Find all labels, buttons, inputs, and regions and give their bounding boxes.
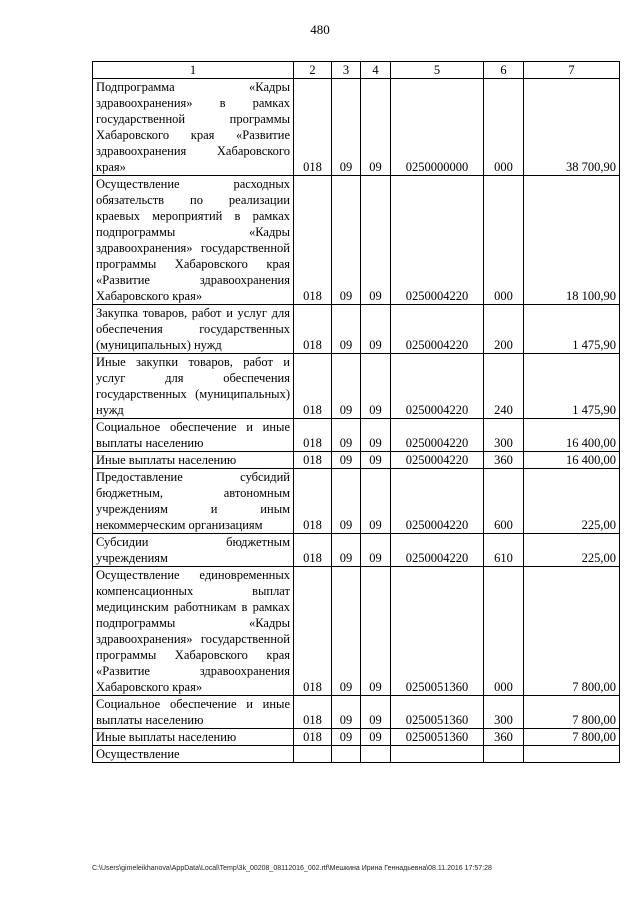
item-name-cell: Иные закупки товаров, работ и услуг для обеспечения государственных (муниципальных) нужд	[93, 354, 294, 419]
target-article-cell: 0250000000	[391, 79, 484, 176]
section-cell: 09	[332, 567, 361, 696]
page-number: 480	[310, 22, 330, 37]
item-name-cell: Иные выплаты населению	[93, 452, 294, 469]
section-cell: 09	[332, 469, 361, 534]
ministry-code-cell	[294, 746, 332, 763]
ministry-code-cell: 018	[294, 79, 332, 176]
table-row	[93, 452, 620, 469]
subsection-cell: 09	[361, 469, 391, 534]
subsection-cell: 09	[361, 567, 391, 696]
ministry-code-cell: 018	[294, 729, 332, 746]
expense-type-cell: 200	[484, 305, 524, 354]
subsection-cell	[361, 746, 391, 763]
amount-cell	[524, 746, 620, 763]
section-cell: 09	[332, 696, 361, 729]
target-article-cell: 0250051360	[391, 729, 484, 746]
ministry-code-cell: 018	[294, 696, 332, 729]
section-cell: 09	[332, 176, 361, 305]
section-cell: 09	[332, 305, 361, 354]
target-article-cell: 0250004220	[391, 452, 484, 469]
section-cell: 09	[332, 79, 361, 176]
item-name-cell: Социальное обеспечение и иные выплаты населению	[93, 419, 294, 452]
item-name-cell: Социальное обеспечение и иные выплаты населению	[93, 696, 294, 729]
table-row	[93, 696, 620, 729]
target-article-cell: 0250004220	[391, 354, 484, 419]
subsection-cell: 09	[361, 452, 391, 469]
subsection-cell: 09	[361, 176, 391, 305]
ministry-code-cell: 018	[294, 354, 332, 419]
amount-cell: 16 400,00	[524, 419, 620, 452]
table-row	[93, 419, 620, 452]
item-name-cell: Осуществление расходных обязательств по реализации краевых мероприятий в рамках подпрограммы «Кадры здравоохранения» государственной программы Хабаровского края «Развитие здравоохранения Хабаровского края»	[93, 176, 294, 305]
table-row	[93, 305, 620, 354]
expense-type-cell: 300	[484, 419, 524, 452]
amount-cell: 7 800,00	[524, 696, 620, 729]
expense-type-cell: 360	[484, 729, 524, 746]
table-row	[93, 534, 620, 567]
target-article-cell: 0250004220	[391, 469, 484, 534]
column-header: 6	[484, 62, 524, 79]
amount-cell: 16 400,00	[524, 452, 620, 469]
subsection-cell: 09	[361, 79, 391, 176]
expense-type-cell: 300	[484, 696, 524, 729]
ministry-code-cell: 018	[294, 419, 332, 452]
target-article-cell: 0250051360	[391, 567, 484, 696]
ministry-code-cell: 018	[294, 534, 332, 567]
section-cell: 09	[332, 452, 361, 469]
amount-cell: 1 475,90	[524, 305, 620, 354]
target-article-cell: 0250004220	[391, 305, 484, 354]
amount-cell: 225,00	[524, 534, 620, 567]
item-name-cell: Предоставление субсидий бюджетным, автономным учреждениям и иным некоммерческим организациям	[93, 469, 294, 534]
ministry-code-cell: 018	[294, 469, 332, 534]
section-cell	[332, 746, 361, 763]
section-cell: 09	[332, 354, 361, 419]
table-row	[93, 176, 620, 305]
ministry-code-cell: 018	[294, 305, 332, 354]
table-row	[93, 469, 620, 534]
expense-type-cell: 000	[484, 567, 524, 696]
ministry-code-cell: 018	[294, 176, 332, 305]
target-article-cell: 0250004220	[391, 176, 484, 305]
target-article-cell: 0250004220	[391, 534, 484, 567]
expense-type-cell	[484, 746, 524, 763]
section-cell: 09	[332, 419, 361, 452]
ministry-code-cell: 018	[294, 567, 332, 696]
amount-cell: 1 475,90	[524, 354, 620, 419]
table-row	[93, 729, 620, 746]
item-name-cell: Осуществление единовременных компенсационных выплат медицинским работникам в рамках подпрограммы «Кадры здравоохранения» государственной программы Хабаровского края «Развитие здравоохранения Хабаровского края»	[93, 567, 294, 696]
subsection-cell: 09	[361, 729, 391, 746]
table-row	[93, 746, 620, 763]
item-name-cell: Осуществление	[93, 746, 294, 763]
amount-cell: 7 800,00	[524, 567, 620, 696]
section-cell: 09	[332, 534, 361, 567]
table-row	[93, 79, 620, 176]
item-name-cell: Закупка товаров, работ и услуг для обеспечения государственных (муниципальных) нужд	[93, 305, 294, 354]
file-path-footer: C:\Users\gimeleikhanova\AppData\Local\Temp\3k_00208_08112016_002.rtf\Мешкина Ирина Геннадьевна\08.11.2016 17:57:28	[92, 865, 492, 872]
column-header: 5	[391, 62, 484, 79]
amount-cell: 7 800,00	[524, 729, 620, 746]
target-article-cell: 0250004220	[391, 419, 484, 452]
subsection-cell: 09	[361, 696, 391, 729]
subsection-cell: 09	[361, 419, 391, 452]
expense-type-cell: 000	[484, 176, 524, 305]
subsection-cell: 09	[361, 305, 391, 354]
expense-type-cell: 240	[484, 354, 524, 419]
expense-type-cell: 600	[484, 469, 524, 534]
target-article-cell	[391, 746, 484, 763]
item-name-cell: Субсидии бюджетным учреждениям	[93, 534, 294, 567]
table-row	[93, 354, 620, 419]
header-row	[93, 62, 620, 79]
ministry-code-cell: 018	[294, 452, 332, 469]
budget-table	[92, 61, 620, 763]
item-name-cell: Подпрограмма «Кадры здравоохранения» в рамках государственной программы Хабаровского края «Развитие здравоохранения Хабаровского края»	[93, 79, 294, 176]
amount-cell: 225,00	[524, 469, 620, 534]
column-header: 3	[332, 62, 361, 79]
subsection-cell: 09	[361, 534, 391, 567]
column-header: 7	[524, 62, 620, 79]
section-cell: 09	[332, 729, 361, 746]
expense-type-cell: 360	[484, 452, 524, 469]
amount-cell: 38 700,90	[524, 79, 620, 176]
subsection-cell: 09	[361, 354, 391, 419]
table-row	[93, 567, 620, 696]
expense-type-cell: 610	[484, 534, 524, 567]
item-name-cell: Иные выплаты населению	[93, 729, 294, 746]
column-header: 4	[361, 62, 391, 79]
column-header: 2	[294, 62, 332, 79]
amount-cell: 18 100,90	[524, 176, 620, 305]
column-header: 1	[93, 62, 294, 79]
target-article-cell: 0250051360	[391, 696, 484, 729]
expense-type-cell: 000	[484, 79, 524, 176]
